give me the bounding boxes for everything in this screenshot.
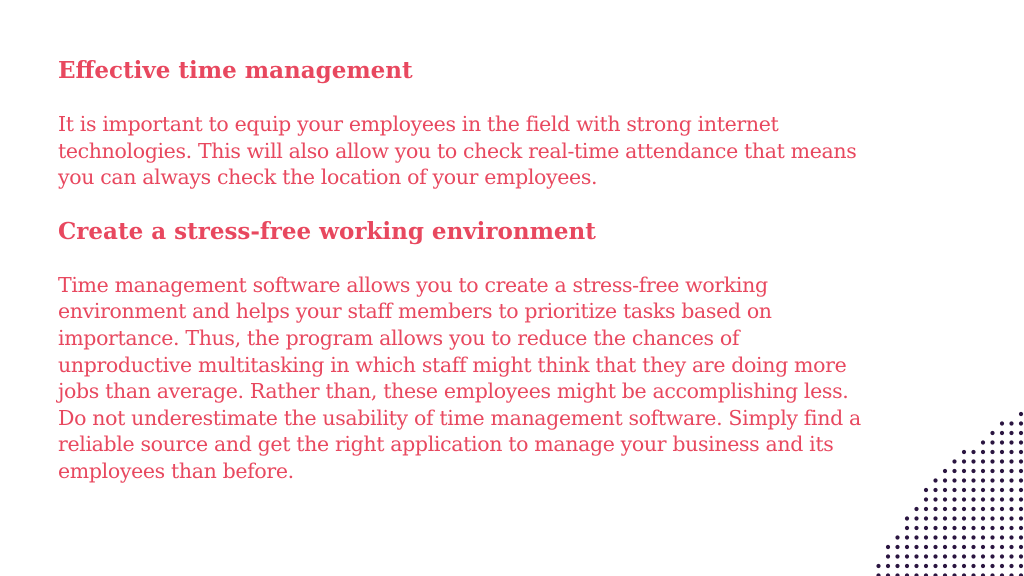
paragraph-line: environment and helps your staff members to prioritize tasks based on: [58, 299, 772, 324]
decorative-dot: [971, 459, 975, 463]
decorative-dot: [990, 431, 994, 435]
decorative-dot: [895, 535, 899, 539]
decorative-dot: [1009, 469, 1013, 473]
decorative-dot: [962, 497, 966, 501]
decorative-dot: [886, 554, 890, 558]
decorative-dot: [1000, 507, 1004, 511]
decorative-dot: [876, 564, 880, 568]
decorative-dot: [981, 545, 985, 549]
decorative-dot: [914, 564, 918, 568]
decorative-dot: [924, 488, 928, 492]
decorative-dot: [990, 440, 994, 444]
decorative-dot: [1009, 526, 1013, 530]
decorative-dot: [933, 507, 937, 511]
decorative-dot: [933, 516, 937, 520]
decorative-dot: [1000, 488, 1004, 492]
paragraph-line: technologies. This will also allow you to check real-time attendance that means: [58, 138, 857, 163]
decorative-dot: [933, 526, 937, 530]
decorative-dot: [990, 507, 994, 511]
decorative-dot: [1019, 497, 1023, 501]
decorative-dot: [1009, 440, 1013, 444]
decorative-dot: [914, 545, 918, 549]
decorative-dot: [990, 488, 994, 492]
decorative-dot: [1009, 554, 1013, 558]
decorative-dot: [952, 564, 956, 568]
decorative-dot: [990, 516, 994, 520]
decorative-dot: [1019, 412, 1023, 416]
decorative-dot: [905, 535, 909, 539]
decorative-dot: [962, 488, 966, 492]
paragraph-stress-free: [58, 272, 958, 485]
decorative-dot: [905, 554, 909, 558]
decorative-dot: [1009, 488, 1013, 492]
paragraph-line: It is important to equip your employees in the field with strong internet: [58, 112, 779, 136]
decorative-dot: [1019, 535, 1023, 539]
decorative-dot: [971, 469, 975, 473]
decorative-dot: [990, 459, 994, 463]
paragraph-line: importance. Thus, the program allows you to reduce the chances of: [58, 325, 740, 350]
decorative-dot: [1000, 440, 1004, 444]
decorative-dot: [962, 478, 966, 482]
decorative-dot: [971, 554, 975, 558]
decorative-dot: [914, 554, 918, 558]
decorative-dot: [1019, 469, 1023, 473]
decorative-dot: [990, 526, 994, 530]
decorative-dot: [1019, 450, 1023, 454]
decorative-dot: [1019, 526, 1023, 530]
decorative-dot: [981, 469, 985, 473]
section-heading-time-management: Effective time management: [58, 57, 413, 84]
decorative-dot: [895, 545, 899, 549]
decorative-dot: [1019, 459, 1023, 463]
decorative-dot: [933, 488, 937, 492]
decorative-dot: [971, 535, 975, 539]
decorative-dot: [1000, 431, 1004, 435]
decorative-dot: [1000, 421, 1004, 425]
decorative-dot: [1000, 545, 1004, 549]
decorative-dot: [990, 497, 994, 501]
decorative-dot: [1000, 450, 1004, 454]
decorative-dot: [1019, 488, 1023, 492]
decorative-dot: [962, 535, 966, 539]
decorative-dot: [933, 564, 937, 568]
decorative-dot: [952, 497, 956, 501]
decorative-dot: [933, 554, 937, 558]
decorative-dot: [1000, 516, 1004, 520]
decorative-dot: [952, 526, 956, 530]
decorative-dot: [1009, 478, 1013, 482]
decorative-dot: [1019, 545, 1023, 549]
decorative-dot: [1000, 459, 1004, 463]
decorative-dot: [1009, 545, 1013, 549]
decorative-dot: [962, 564, 966, 568]
decorative-dot: [914, 535, 918, 539]
paragraph-line: jobs than average. Rather than, these employees might be accomplishing less.: [58, 379, 849, 404]
decorative-dot: [943, 545, 947, 549]
decorative-dot: [962, 526, 966, 530]
decorative-dot: [1009, 507, 1013, 511]
decorative-dot: [981, 564, 985, 568]
decorative-dot: [971, 478, 975, 482]
decorative-dot: [886, 545, 890, 549]
decorative-dot: [1000, 469, 1004, 473]
paragraph-line: employees than before.: [58, 458, 294, 483]
decorative-dot: [1019, 564, 1023, 568]
decorative-dot: [981, 526, 985, 530]
decorative-dot: [1000, 478, 1004, 482]
decorative-dot: [924, 535, 928, 539]
decorative-dot: [886, 564, 890, 568]
decorative-dot: [971, 497, 975, 501]
decorative-dot: [943, 526, 947, 530]
decorative-dot: [1000, 564, 1004, 568]
paragraph-line: unproductive multitasking in which staff might think that they are doing more: [58, 352, 847, 377]
decorative-dot: [1009, 535, 1013, 539]
decorative-dot: [943, 564, 947, 568]
decorative-dot: [1000, 535, 1004, 539]
decorative-dot: [924, 526, 928, 530]
decorative-dot: [1009, 497, 1013, 501]
decorative-dot: [914, 507, 918, 511]
decorative-dot: [981, 488, 985, 492]
decorative-dot: [990, 564, 994, 568]
decorative-dot: [971, 564, 975, 568]
decorative-dot: [981, 554, 985, 558]
decorative-dot: [914, 526, 918, 530]
decorative-dot: [943, 507, 947, 511]
decorative-dot: [924, 564, 928, 568]
decorative-dot: [924, 545, 928, 549]
decorative-dot: [905, 516, 909, 520]
decorative-dot: [943, 497, 947, 501]
decorative-dot: [981, 459, 985, 463]
decorative-dot: [990, 469, 994, 473]
decorative-dot: [1009, 459, 1013, 463]
decorative-dot: [962, 507, 966, 511]
decorative-dot: [924, 516, 928, 520]
decorative-dot: [990, 450, 994, 454]
decorative-dot: [895, 564, 899, 568]
decorative-dot: [981, 516, 985, 520]
decorative-dot: [952, 535, 956, 539]
decorative-dot: [981, 440, 985, 444]
decorative-dot: [990, 478, 994, 482]
decorative-dot: [990, 554, 994, 558]
decorative-dot: [933, 535, 937, 539]
decorative-dot: [905, 526, 909, 530]
decorative-dot: [981, 535, 985, 539]
decorative-dot: [933, 545, 937, 549]
paragraph-line: you can always check the location of your employees.: [58, 165, 598, 190]
section-heading-stress-free: Create a stress-free working environment: [58, 217, 596, 245]
decorative-dot: [924, 554, 928, 558]
decorative-dot: [981, 507, 985, 511]
decorative-dot: [924, 497, 928, 501]
decorative-dot: [952, 488, 956, 492]
decorative-dot: [990, 545, 994, 549]
decorative-dot: [1019, 421, 1023, 425]
paragraph-line: Do not underestimate the usability of time management software. Simply find a: [58, 405, 861, 430]
decorative-dot: [971, 516, 975, 520]
decorative-dot: [971, 507, 975, 511]
decorative-dot: [952, 554, 956, 558]
decorative-dot: [962, 469, 966, 473]
decorative-dot: [1019, 440, 1023, 444]
decorative-dot: [924, 507, 928, 511]
decorative-dot: [895, 554, 899, 558]
decorative-dot: [1009, 564, 1013, 568]
decorative-dot: [1009, 450, 1013, 454]
paragraph-line: reliable source and get the right application to manage your business and its: [58, 432, 834, 457]
decorative-dot: [1019, 507, 1023, 511]
decorative-dot: [914, 516, 918, 520]
decorative-dot: [971, 545, 975, 549]
decorative-dot: [1019, 554, 1023, 558]
decorative-dot: [952, 545, 956, 549]
decorative-dot: [1000, 497, 1004, 501]
decorative-dot: [962, 554, 966, 558]
slide-content: [58, 55, 958, 485]
decorative-dot: [933, 497, 937, 501]
decorative-dot: [971, 450, 975, 454]
decorative-dot: [962, 450, 966, 454]
decorative-dot: [1000, 554, 1004, 558]
paragraph-line: Time management software allows you to create a stress-free working: [58, 272, 768, 297]
decorative-dot: [905, 545, 909, 549]
paragraph-time-management: [58, 111, 958, 191]
decorative-dot: [962, 459, 966, 463]
decorative-dot: [1009, 431, 1013, 435]
decorative-dot: [971, 488, 975, 492]
decorative-dot: [952, 516, 956, 520]
decorative-dot: [990, 535, 994, 539]
decorative-dot: [1009, 421, 1013, 425]
decorative-dot: [962, 545, 966, 549]
decorative-dot: [962, 516, 966, 520]
decorative-dot: [981, 450, 985, 454]
decorative-dot: [943, 554, 947, 558]
decorative-dot: [981, 478, 985, 482]
decorative-dot: [905, 564, 909, 568]
decorative-dot: [1019, 478, 1023, 482]
decorative-dot: [943, 488, 947, 492]
decorative-dot: [1009, 516, 1013, 520]
decorative-dot: [1019, 431, 1023, 435]
decorative-dot: [952, 507, 956, 511]
decorative-dot: [1000, 526, 1004, 530]
decorative-dot: [943, 535, 947, 539]
decorative-dot: [971, 526, 975, 530]
decorative-dot: [1019, 516, 1023, 520]
decorative-dot: [943, 516, 947, 520]
decorative-dot: [981, 497, 985, 501]
